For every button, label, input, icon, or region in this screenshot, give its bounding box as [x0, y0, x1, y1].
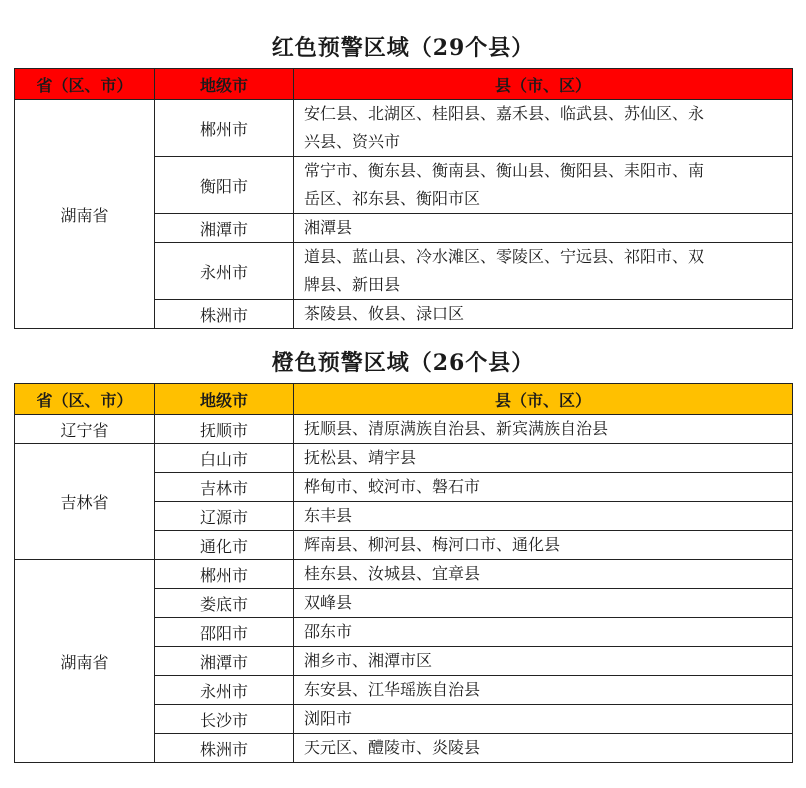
red-warning-table	[14, 68, 793, 329]
table-row	[15, 444, 793, 473]
header-province: 省（区、市）	[15, 69, 155, 100]
city-cell: 株洲市	[155, 734, 294, 763]
county-line: 岳区、祁东县、衡阳市区	[304, 189, 481, 208]
county-cell: 桂东县、汝城县、宜章县	[294, 560, 793, 589]
header-city: 地级市	[155, 69, 294, 100]
county-cell: 抚松县、靖宇县	[294, 444, 793, 473]
city-cell: 长沙市	[155, 705, 294, 734]
orange-warning-section	[14, 343, 792, 763]
header-county: 县（市、区）	[294, 69, 793, 100]
county-cell: 浏阳市	[294, 705, 793, 734]
city-cell: 吉林市	[155, 473, 294, 502]
county-cell: 辉南县、柳河县、梅河口市、通化县	[294, 531, 793, 560]
county-line: 安仁县、北湖区、桂阳县、嘉禾县、临武县、苏仙区、永	[304, 104, 705, 123]
county-cell: 天元区、醴陵市、炎陵县	[294, 734, 793, 763]
city-cell: 邵阳市	[155, 618, 294, 647]
city-cell: 湘潭市	[155, 214, 294, 243]
county-cell	[294, 243, 793, 300]
county-cell: 茶陵县、攸县、渌口区	[294, 300, 793, 329]
table-row	[15, 560, 793, 589]
county-cell: 湘乡市、湘潭市区	[294, 647, 793, 676]
county-line: 常宁市、衡东县、衡南县、衡山县、衡阳县、耒阳市、南	[304, 161, 705, 180]
city-cell: 郴州市	[155, 100, 294, 157]
header-city: 地级市	[155, 384, 294, 415]
province-cell: 辽宁省	[15, 415, 155, 444]
table-row	[15, 415, 793, 444]
city-cell: 通化市	[155, 531, 294, 560]
province-cell: 吉林省	[15, 444, 155, 560]
county-cell: 邵东市	[294, 618, 793, 647]
city-cell: 郴州市	[155, 560, 294, 589]
county-cell: 东安县、江华瑶族自治县	[294, 676, 793, 705]
city-cell: 株洲市	[155, 300, 294, 329]
county-line: 道县、蓝山县、冷水滩区、零陵区、宁远县、祁阳市、双	[304, 247, 705, 266]
red-warning-section	[14, 28, 792, 329]
city-cell: 娄底市	[155, 589, 294, 618]
county-cell: 东丰县	[294, 502, 793, 531]
city-cell: 辽源市	[155, 502, 294, 531]
red-warning-title: 红色预警区域（29个县）	[271, 35, 535, 61]
province-cell: 湖南省	[15, 560, 155, 763]
orange-warning-title: 橙色预警区域（26个县）	[271, 350, 535, 376]
city-cell: 衡阳市	[155, 157, 294, 214]
county-cell: 桦甸市、蛟河市、磐石市	[294, 473, 793, 502]
province-cell: 湖南省	[15, 100, 155, 329]
city-cell: 抚顺市	[155, 415, 294, 444]
city-cell: 永州市	[155, 676, 294, 705]
table-header-row	[15, 384, 793, 415]
table-header-row	[15, 69, 793, 100]
county-cell	[294, 157, 793, 214]
county-cell	[294, 100, 793, 157]
county-cell: 湘潭县	[294, 214, 793, 243]
header-county: 县（市、区）	[294, 384, 793, 415]
city-cell: 白山市	[155, 444, 294, 473]
city-cell: 永州市	[155, 243, 294, 300]
county-line: 牌县、新田县	[304, 275, 401, 294]
header-province: 省（区、市）	[15, 384, 155, 415]
county-line: 兴县、资兴市	[304, 132, 401, 151]
orange-warning-table	[14, 383, 793, 763]
county-cell: 抚顺县、清原满族自治县、新宾满族自治县	[294, 415, 793, 444]
table-row	[15, 100, 793, 157]
city-cell: 湘潭市	[155, 647, 294, 676]
county-cell: 双峰县	[294, 589, 793, 618]
